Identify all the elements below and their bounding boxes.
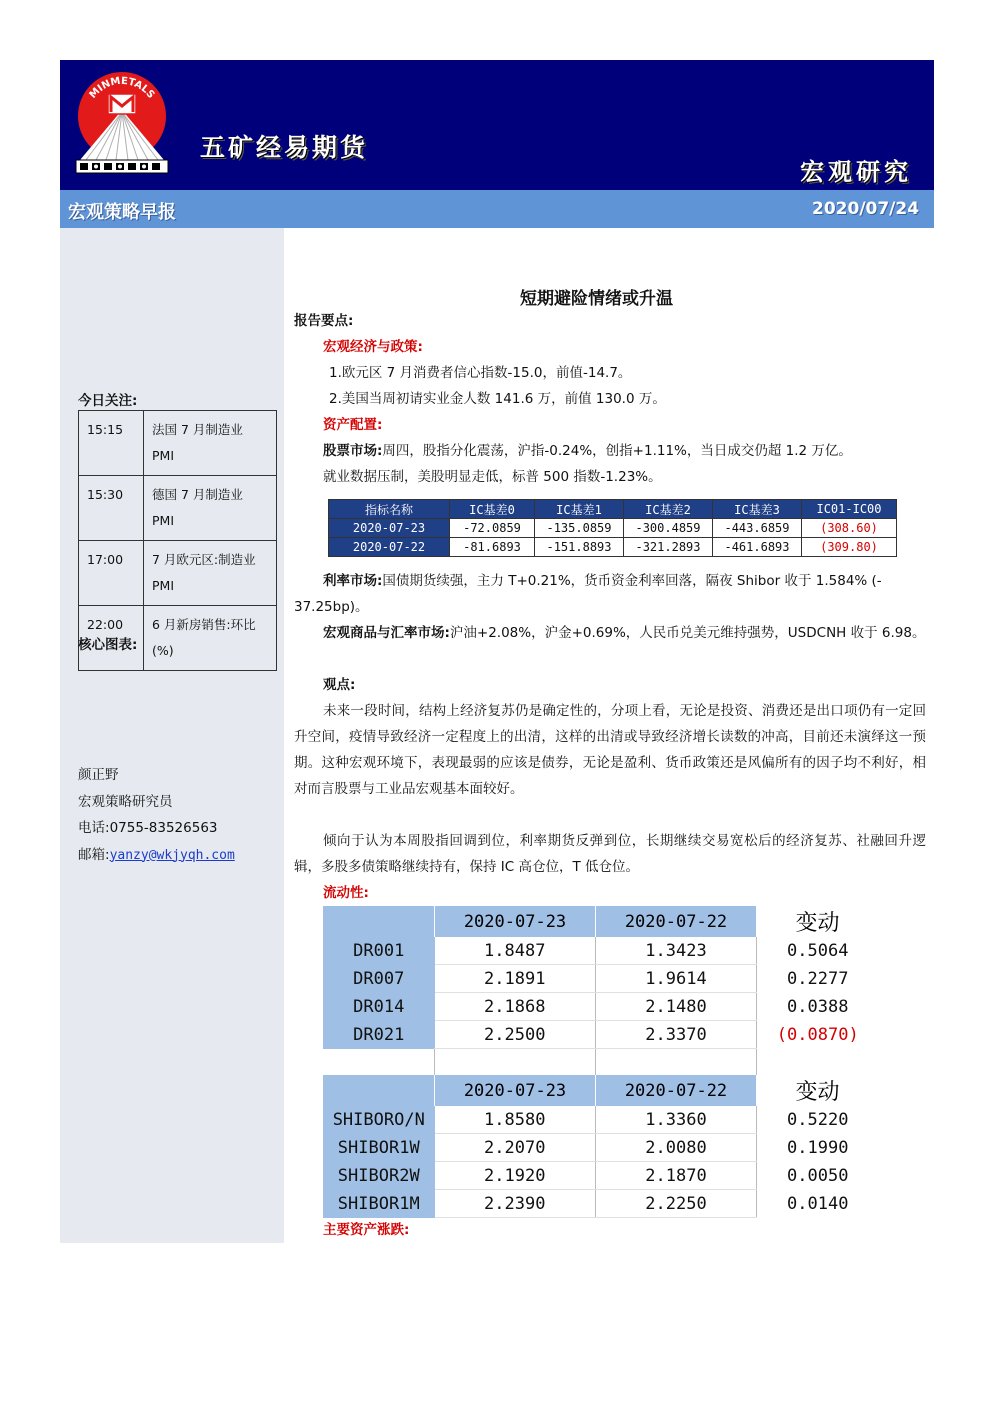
agenda-event: 法国 7 月制造业 PMI (144, 411, 277, 476)
macro-heading: 宏观经济与政策: (323, 339, 423, 355)
dr-value: 1.8487 (435, 937, 596, 965)
stock-market-text-2: 就业数据压制，美股明显走低，标普 500 指数-1.23%。 (323, 469, 662, 485)
section-title: 宏观研究 (800, 158, 912, 186)
ic-header: IC01-IC00 (802, 500, 897, 519)
shibor-table (323, 1075, 879, 1218)
liquidity-heading: 流动性: (323, 885, 369, 901)
phone-label: 电话: (78, 820, 110, 836)
dr-header: 2020-07-22 (596, 906, 757, 937)
logo-text: MINMETALS (87, 75, 157, 101)
dr-row (323, 993, 879, 1021)
shibor-change: 0.0050 (787, 1165, 849, 1186)
shibor-value: 2.2390 (435, 1190, 596, 1218)
ic-value: -461.6893 (713, 538, 802, 557)
agenda-time: 15:15 (79, 411, 144, 476)
shibor-change: 0.0140 (787, 1193, 849, 1214)
ic-basis-table (328, 499, 897, 557)
dr-change: 0.2277 (787, 968, 849, 989)
shibor-label: SHIBOR1W (323, 1134, 435, 1162)
macro-item: 1.欧元区 7 月消费者信心指数-15.0，前值-14.7。 (329, 365, 632, 381)
analyst-name: 颜正野 (78, 767, 119, 783)
ic-spread: (309.80) (802, 538, 897, 557)
ic-header: 指标名称 (329, 500, 450, 519)
shibor-value: 2.1920 (435, 1162, 596, 1190)
dr-label: DR001 (323, 937, 435, 965)
shibor-value: 1.8580 (435, 1106, 596, 1134)
stock-market-text: 周四，股指分化震荡，沪指-0.24%，创指+1.11%，当日成交仍超 1.2 万亿。 (382, 443, 852, 459)
shibor-change: 0.5220 (787, 1109, 849, 1130)
phone-value: 0755-83526563 (109, 820, 218, 836)
shibor-label: SHIBOR1M (323, 1190, 435, 1218)
dr-spacer-row (323, 1049, 879, 1077)
shibor-value: 1.3360 (596, 1106, 757, 1134)
dr-header-change: 变动 (757, 906, 879, 937)
ic-value: -135.0859 (535, 519, 624, 538)
dr-label: DR014 (323, 993, 435, 1021)
dr-row (323, 937, 879, 965)
agenda-time: 15:30 (79, 476, 144, 541)
view-paragraph: 倾向于认为本周股指回调到位，利率期货反弹到位，长期继续交易宽松后的经济复苏、社融回升逻辑，多股多债策略继续持有，保持 IC 高仓位，T 低仓位。 (294, 833, 926, 875)
agenda-event: 7 月欧元区:制造业 PMI (144, 541, 277, 606)
macro-item: 2.美国当周初请实业金人数 141.6 万，前值 130.0 万。 (329, 391, 666, 407)
shibor-value: 2.0080 (596, 1134, 757, 1162)
report-type: 宏观策略早报 (68, 202, 176, 223)
dr-value: 2.1891 (435, 965, 596, 993)
dr-rate-table (323, 906, 879, 1077)
email-link[interactable]: yanzy@wkjyqh.com (109, 847, 235, 863)
dr-value: 2.2500 (435, 1021, 596, 1049)
dr-value: 2.1480 (596, 993, 757, 1021)
ic-header-row (329, 500, 897, 519)
shibor-header-change: 变动 (757, 1075, 879, 1106)
rate-market-text-2: 37.25bp)。 (294, 599, 369, 615)
agenda-event: 6 月新房销售:环比 (%) (144, 606, 277, 671)
agenda-row (79, 541, 277, 606)
document-title: 短期避险情绪或升温 (520, 289, 673, 309)
shibor-label: SHIBOR2W (323, 1162, 435, 1190)
ic-header: IC基差2 (624, 500, 713, 519)
ic-row (329, 538, 897, 557)
agenda-row (79, 476, 277, 541)
dr-value: 2.3370 (596, 1021, 757, 1049)
ic-value: -300.4859 (624, 519, 713, 538)
ic-header: IC基差0 (450, 500, 535, 519)
agenda-time: 22:00 (79, 606, 144, 671)
ic-value: -443.6859 (713, 519, 802, 538)
dr-row (323, 965, 879, 993)
key-points-heading: 报告要点: (294, 313, 354, 329)
shibor-value: 2.2070 (435, 1134, 596, 1162)
commodity-text: 沪油+2.08%，沪金+0.69%，人民币兑美元维持强势，USDCNH 收于 6.98。 (449, 625, 926, 641)
ic-value: -151.8893 (535, 538, 624, 557)
shibor-row (323, 1134, 879, 1162)
agenda-event: 德国 7 月制造业 PMI (144, 476, 277, 541)
dr-change: 0.0388 (787, 996, 849, 1017)
shibor-value: 2.1870 (596, 1162, 757, 1190)
shibor-value: 2.2250 (596, 1190, 757, 1218)
agenda-table (78, 410, 277, 671)
email-label: 邮箱: (78, 846, 110, 863)
sidebar (60, 228, 284, 1243)
sub-header-bar (60, 190, 934, 228)
shibor-header-row (323, 1075, 879, 1106)
dr-label: DR007 (323, 965, 435, 993)
ic-value: -72.0859 (450, 519, 535, 538)
analyst-title: 宏观策略研究员 (78, 793, 173, 810)
shibor-row (323, 1190, 879, 1218)
rate-market-label: 利率市场: (323, 573, 383, 589)
asset-allocation-heading: 资产配置: (323, 417, 383, 433)
rate-market-line (323, 568, 882, 594)
dr-change: 0.5064 (787, 940, 849, 961)
rate-market-text: 国债期货续强，主力 T+0.21%，货币资金利率回落，隔夜 Shibor 收于 1.584% (- (382, 573, 882, 589)
dr-header-blank (323, 906, 435, 937)
dr-value: 1.3423 (596, 937, 757, 965)
dr-value: 2.1868 (435, 993, 596, 1021)
ic-date: 2020-07-23 (329, 519, 450, 538)
stock-market-line (323, 438, 852, 464)
ic-date: 2020-07-22 (329, 538, 450, 557)
commodity-line (323, 620, 925, 646)
shibor-row (323, 1106, 879, 1134)
ic-spread: (308.60) (802, 519, 897, 538)
ic-header: IC基差3 (713, 500, 802, 519)
shibor-header-blank (323, 1075, 435, 1106)
dr-change: (0.0870) (776, 1024, 859, 1045)
ic-value: -321.2893 (624, 538, 713, 557)
dr-row (323, 1021, 879, 1049)
analyst-email (78, 842, 235, 870)
report-date: 2020/07/24 (812, 199, 920, 219)
shibor-header: 2020-07-23 (435, 1075, 596, 1106)
minmetals-logo (74, 70, 170, 175)
core-chart-heading: 核心图表: (78, 637, 138, 653)
view-heading: 观点: (323, 677, 356, 693)
dr-label: DR021 (323, 1021, 435, 1049)
dr-header: 2020-07-23 (435, 906, 596, 937)
agenda-time: 17:00 (79, 541, 144, 606)
dr-header-row (323, 906, 879, 937)
ic-row (329, 519, 897, 538)
company-name: 五矿经易期货 (200, 133, 369, 162)
analyst-info (78, 762, 235, 869)
agenda-row (79, 411, 277, 476)
shibor-change: 0.1990 (787, 1137, 849, 1158)
view-paragraph: 未来一段时间，结构上经济复苏仍是确定性的，分项上看，无论是投资、消费还是出口项仍有一定回升空间，疫情导致经济一定程度上的出清，这样的出清或导致经济增长读数的冲高，目前还未演绎这一预期。这种宏观环境下，表现最弱的应该是债券，无论是盈利、货币政策还是风偏所有的因子均不利好，相对而言股票与工业品宏观基本面较好。 (294, 703, 926, 797)
today-focus-heading: 今日关注: (78, 393, 138, 409)
dr-value: 1.9614 (596, 965, 757, 993)
ic-header: IC基差1 (535, 500, 624, 519)
shibor-label: SHIBORO/N (323, 1106, 435, 1134)
analyst-phone (78, 815, 235, 842)
commodity-label: 宏观商品与汇率市场: (323, 625, 450, 641)
shibor-row (323, 1162, 879, 1190)
stock-market-label: 股票市场: (323, 443, 383, 459)
shibor-header: 2020-07-22 (596, 1075, 757, 1106)
major-assets-heading: 主要资产涨跌: (323, 1222, 410, 1238)
ic-value: -81.6893 (450, 538, 535, 557)
